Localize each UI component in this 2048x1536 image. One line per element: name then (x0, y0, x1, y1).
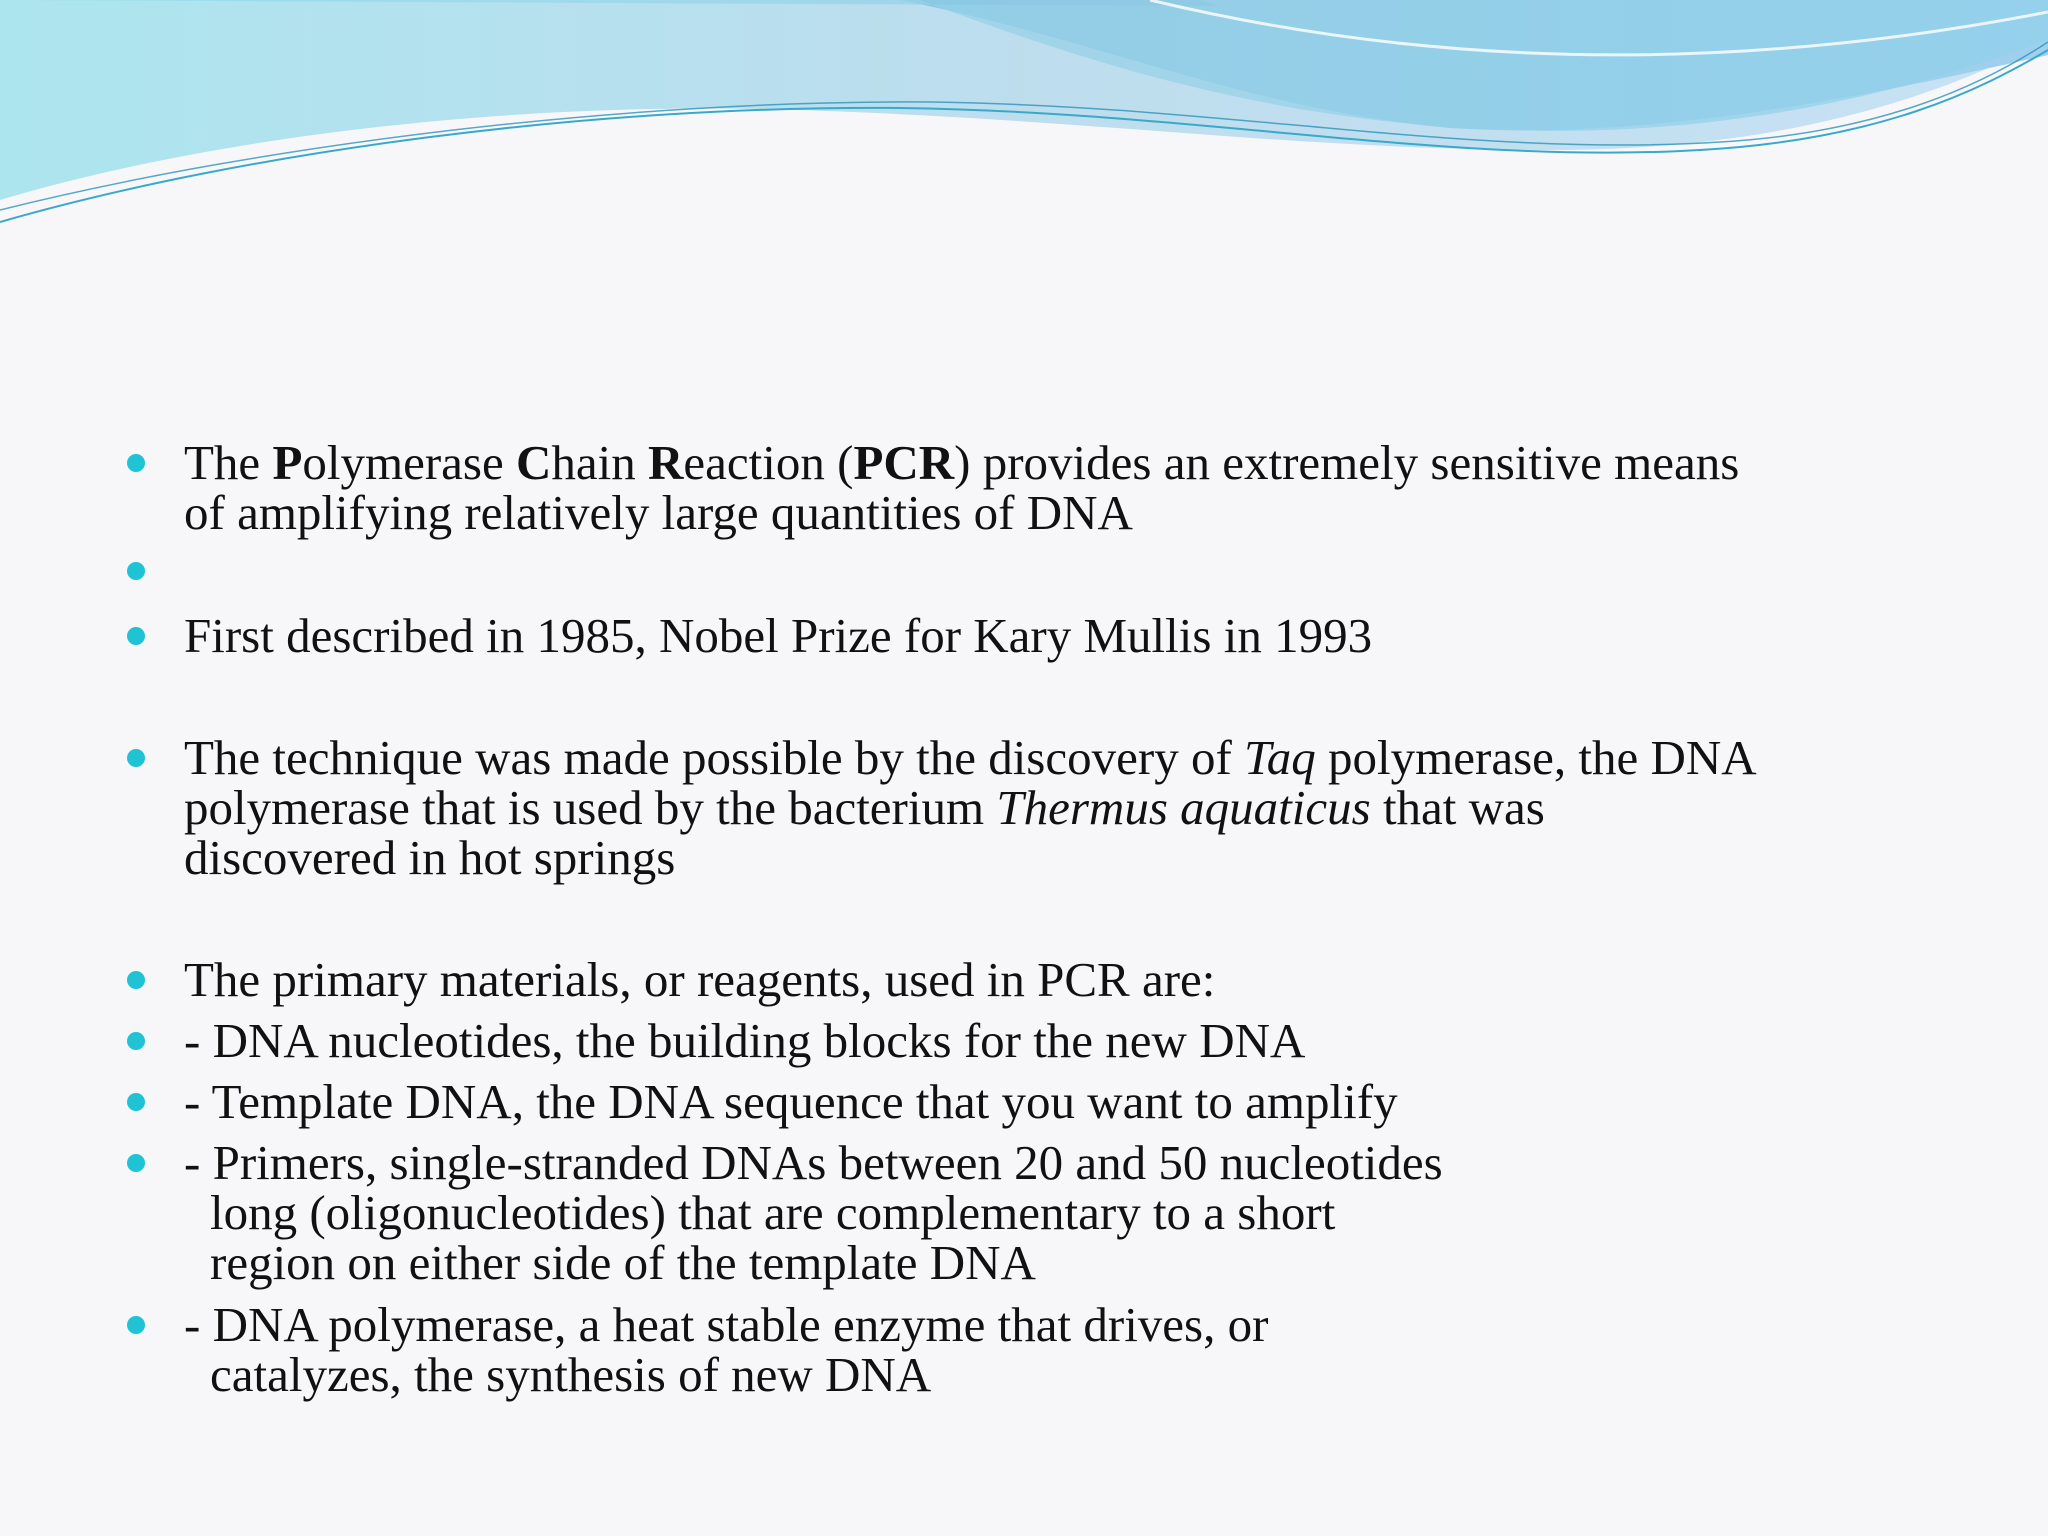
bullet-dot (127, 971, 145, 989)
bullet-text-line: of amplifying relatively large quantities of DNA (184, 485, 1133, 540)
bullet-text-line: - DNA polymerase, a heat stable enzyme that drives, or (184, 1297, 1269, 1352)
bullet-text-line: - Primers, single-stranded DNAs between 20 and 50 nucleotides (184, 1135, 1443, 1190)
bullet-template-dna (184, 1074, 1398, 1129)
bullet-text-line: - Template DNA, the DNA sequence that you want to amplify (184, 1074, 1398, 1129)
bullet-dna-polymerase (184, 1297, 1269, 1402)
bullet-dot (127, 627, 145, 645)
bullet-text-line: long (oligonucleotides) that are complementary to a short (210, 1185, 1336, 1240)
bullet-dot (127, 1032, 145, 1050)
bullet-taq-polymerase (184, 730, 1757, 885)
bullet-dot (127, 1093, 145, 1111)
bullet-text-line: The technique was made possible by the discovery of Taq polymerase, the DNA (184, 730, 1757, 785)
bullet-dot (127, 454, 145, 472)
bullet-text-line: region on either side of the template DNA (210, 1235, 1036, 1290)
bullet-nucleotides (184, 1013, 1306, 1068)
bullet-text-line: First described in 1985, Nobel Prize for Kary Mullis in 1993 (184, 608, 1373, 663)
bullet-text-line: catalyzes, the synthesis of new DNA (210, 1347, 932, 1402)
bullet-text-line: The Polymerase Chain Reaction (PCR) provides an extremely sensitive means (184, 435, 1740, 490)
bullet-dot (127, 1316, 145, 1334)
bullet-dot (127, 749, 145, 767)
bullet-text-line: polymerase that is used by the bacterium Thermus aquaticus that was (184, 780, 1545, 835)
bullet-materials-intro (184, 952, 1216, 1007)
bullet-history (184, 608, 1373, 663)
bullet-text-line: The primary materials, or reagents, used in PCR are: (184, 952, 1216, 1007)
bullet-dot (127, 1154, 145, 1172)
bullet-pcr-definition (184, 435, 1740, 540)
bullet-dot (127, 562, 145, 580)
bullet-text-line: - DNA nucleotides, the building blocks for the new DNA (184, 1013, 1306, 1068)
bullet-text-line: discovered in hot springs (184, 830, 676, 885)
bullet-primers (184, 1135, 1443, 1290)
